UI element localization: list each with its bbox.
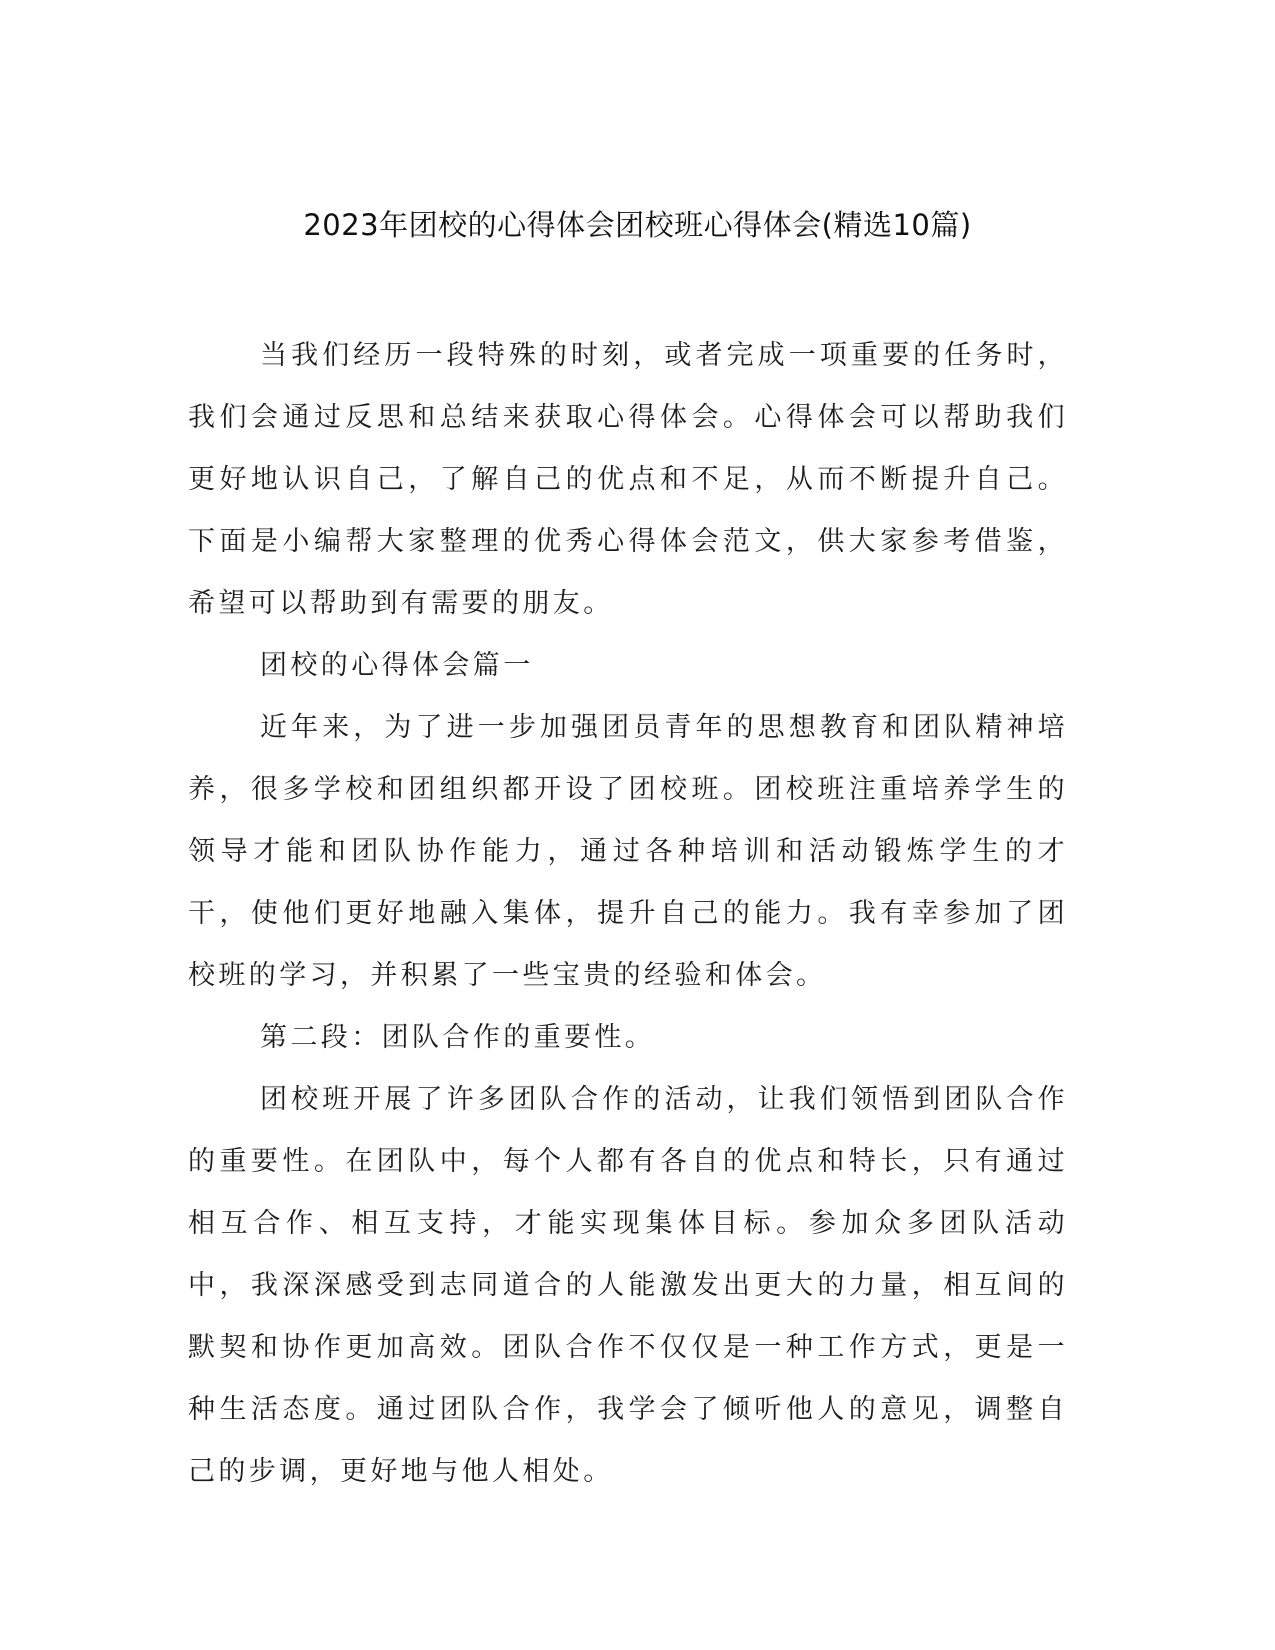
document-title: 2023年团校的心得体会团校班心得体会(精选10篇) xyxy=(303,208,972,242)
body-paragraph: 团校班开展了许多团队合作的活动，让我们领悟到团队合作的重要性。在团队中，每个人都有各自的优点和特长，只有通过相互合作、相互支持，才能实现集体目标。参加众多团队活动中，我深深感受到志同道合的人能激发出更大的力量，相互间的默契和协作更加高效。团队合作不仅仅是一种工作方式，更是一种生活态度。通过团队合作，我学会了倾听他人的意见，调整自己的步调，更好地与他人相处。 xyxy=(188,1084,1068,1487)
section-heading-second: 第二段：团队合作的重要性。 xyxy=(260,1022,656,1053)
section-heading-part-one: 团校的心得体会篇一 xyxy=(260,650,534,681)
body-paragraph: 近年来，为了进一步加强团员青年的思想教育和团队精神培养，很多学校和团组织都开设了团校班。团校班注重培养学生的领导才能和团队协作能力，通过各种培训和活动锻炼学生的才干，使他们更好地融入集体，提升自己的能力。我有幸参加了团校班的学习，并积累了一些宝贵的经验和体会。 xyxy=(188,712,1068,991)
intro-paragraph: 当我们经历一段特殊的时刻，或者完成一项重要的任务时，我们会通过反思和总结来获取心得体会。心得体会可以帮助我们更好地认识自己，了解自己的优点和不足，从而不断提升自己。下面是小编帮大家整理的优秀心得体会范文，供大家参考借鉴，希望可以帮助到有需要的朋友。 xyxy=(188,340,1068,619)
document-body xyxy=(188,325,1068,1503)
